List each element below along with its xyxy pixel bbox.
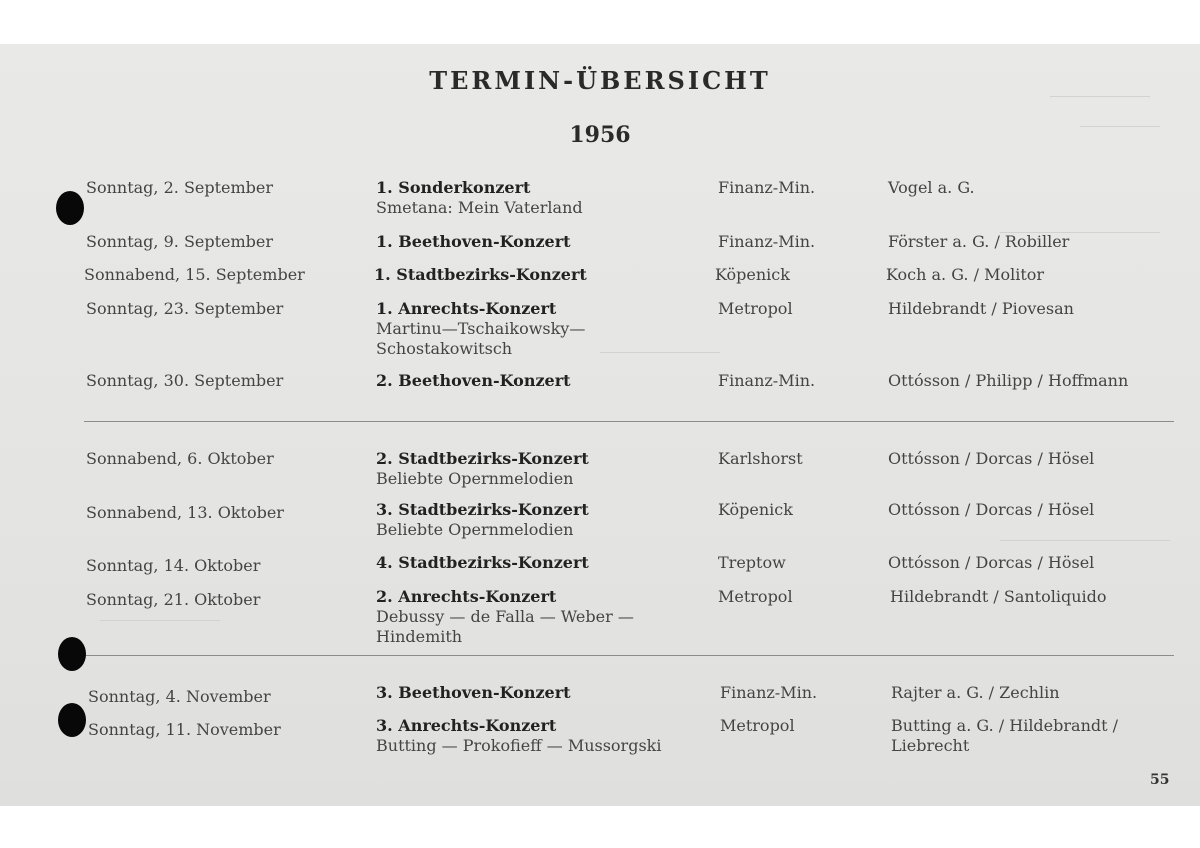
concert-program bbox=[376, 716, 661, 756]
punch-hole bbox=[58, 637, 86, 671]
concert-conductor: Rajter a. G. / Zechlin bbox=[891, 683, 1060, 702]
program-title: 1. Beethoven-Konzert bbox=[376, 232, 571, 251]
document-year: 1956 bbox=[569, 122, 631, 148]
concert-venue: Finanz-Min. bbox=[718, 232, 816, 251]
concert-program bbox=[376, 553, 589, 573]
program-details: Smetana: Mein Vaterland bbox=[376, 198, 583, 217]
program-title: 2. Beethoven-Konzert bbox=[376, 371, 571, 390]
program-title: 1. Anrechts-Konzert bbox=[376, 299, 557, 318]
concert-conductor: Ottósson / Philipp / Hoffmann bbox=[888, 371, 1129, 390]
concert-venue: Finanz-Min. bbox=[718, 178, 816, 197]
concert-conductor: Ottósson / Dorcas / Hösel bbox=[888, 449, 1095, 468]
concert-venue: Metropol bbox=[718, 587, 793, 606]
concert-venue: Finanz-Min. bbox=[718, 371, 816, 390]
program-details: Beliebte Opernmelodien bbox=[376, 469, 574, 488]
program-title: 1. Sonderkonzert bbox=[376, 178, 531, 197]
program-details: Hindemith bbox=[376, 627, 463, 646]
program-details: Debussy — de Falla — Weber — bbox=[376, 607, 634, 626]
concert-program bbox=[376, 449, 589, 489]
program-title: 4. Stadtbezirks-Konzert bbox=[376, 553, 589, 572]
concert-program bbox=[376, 178, 583, 218]
punch-hole bbox=[56, 191, 84, 225]
concert-venue: Karlshorst bbox=[718, 449, 803, 468]
concert-venue: Finanz-Min. bbox=[720, 683, 818, 702]
concert-venue: Köpenick bbox=[718, 500, 793, 519]
program-title: 3. Beethoven-Konzert bbox=[376, 683, 571, 702]
punch-hole bbox=[58, 703, 86, 737]
page-number: 55 bbox=[1150, 772, 1170, 788]
program-details: Martinu—Tschaikowsky— bbox=[376, 319, 586, 338]
concert-venue: Metropol bbox=[720, 716, 795, 735]
concert-program bbox=[376, 232, 571, 252]
concert-conductor: Hildebrandt / Santoliquido bbox=[890, 587, 1107, 606]
concert-conductor: Ottósson / Dorcas / Hösel bbox=[888, 500, 1095, 519]
concert-venue: Treptow bbox=[718, 553, 786, 572]
concert-program bbox=[376, 500, 589, 540]
section-divider bbox=[84, 655, 1174, 656]
concert-date: Sonntag, 30. September bbox=[86, 371, 284, 390]
concert-date: Sonnabend, 15. September bbox=[84, 265, 305, 284]
section-divider bbox=[84, 421, 1174, 422]
concert-program bbox=[376, 587, 634, 647]
document-title: TERMIN-ÜBERSICHT bbox=[429, 66, 771, 95]
concert-date: Sonntag, 23. September bbox=[86, 299, 284, 318]
program-title: 1. Stadtbezirks-Konzert bbox=[374, 265, 587, 284]
program-title: 3. Stadtbezirks-Konzert bbox=[376, 500, 589, 519]
concert-date: Sonntag, 14. Oktober bbox=[86, 556, 261, 575]
concert-conductor: Förster a. G. / Robiller bbox=[888, 232, 1070, 251]
program-details: Butting — Prokofieff — Mussorgski bbox=[376, 736, 662, 755]
concert-conductor: Koch a. G. / Molitor bbox=[886, 265, 1045, 284]
concert-program bbox=[376, 371, 571, 391]
program-details: Beliebte Opernmelodien bbox=[376, 520, 574, 539]
conductor-line: Butting a. G. / Hildebrandt / bbox=[891, 716, 1119, 735]
concert-conductor: Ottósson / Dorcas / Hösel bbox=[888, 553, 1095, 572]
concert-program bbox=[374, 265, 587, 285]
program-title: 3. Anrechts-Konzert bbox=[376, 716, 557, 735]
concert-date: Sonnabend, 6. Oktober bbox=[86, 449, 274, 468]
concert-conductor bbox=[891, 716, 1118, 756]
concert-venue: Metropol bbox=[718, 299, 793, 318]
program-title: 2. Anrechts-Konzert bbox=[376, 587, 557, 606]
concert-date: Sonntag, 9. September bbox=[86, 232, 274, 251]
concert-date: Sonnabend, 13. Oktober bbox=[86, 503, 284, 522]
concert-program bbox=[376, 683, 571, 703]
concert-date: Sonntag, 21. Oktober bbox=[86, 590, 261, 609]
concert-venue: Köpenick bbox=[715, 265, 790, 284]
concert-date: Sonntag, 4. November bbox=[88, 687, 271, 706]
conductor-line: Liebrecht bbox=[891, 736, 970, 755]
concert-conductor: Vogel a. G. bbox=[888, 178, 975, 197]
program-title: 2. Stadtbezirks-Konzert bbox=[376, 449, 589, 468]
concert-program bbox=[376, 299, 585, 359]
concert-date: Sonntag, 2. September bbox=[86, 178, 274, 197]
concert-date: Sonntag, 11. November bbox=[88, 720, 281, 739]
program-details: Schostakowitsch bbox=[376, 339, 513, 358]
concert-conductor: Hildebrandt / Piovesan bbox=[888, 299, 1074, 318]
